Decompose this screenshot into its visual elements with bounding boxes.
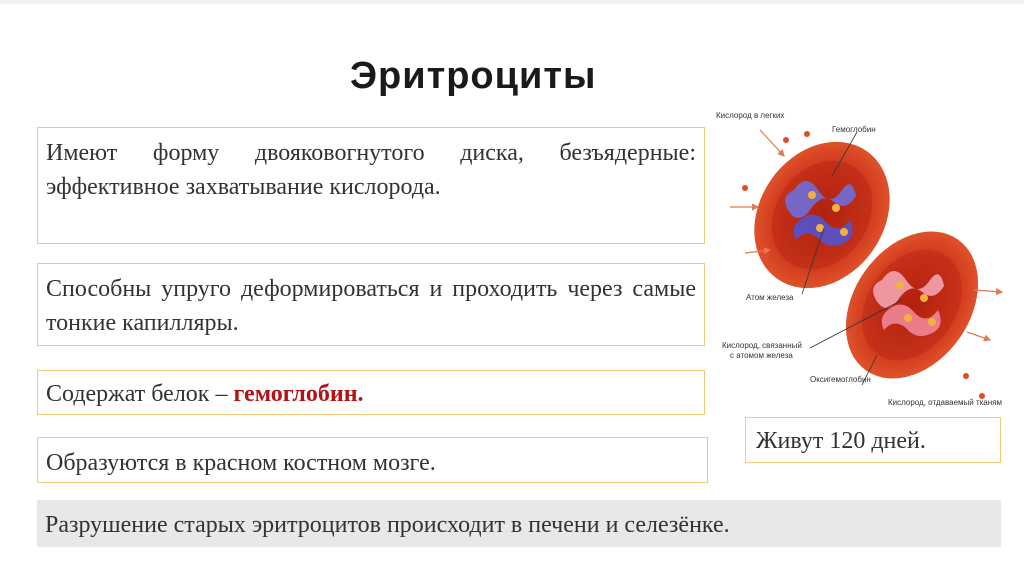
- label-hemoglobin: Гемоглобин: [832, 125, 876, 134]
- fact-box-shape: [37, 127, 705, 244]
- fact-box-deformability-text: Способны упруго деформироваться и проходить через самые тонкие капилляры.: [46, 276, 696, 336]
- hemoglobin-highlight: гемоглобин.: [233, 381, 364, 407]
- label-oxyhemoglobin: Оксигемоглобин: [810, 375, 871, 384]
- label-oxygen-in-lungs: Кислород в легких: [716, 111, 785, 120]
- fact-box-deformability: [37, 263, 705, 346]
- fact-box-hemoglobin: [37, 370, 705, 415]
- fact-box-lifespan: [745, 417, 1001, 463]
- erythrocyte-diagram: [712, 100, 1022, 412]
- fact-box-lifespan-text: Живут 120 дней.: [756, 428, 926, 454]
- fact-box-origin: [37, 437, 708, 483]
- label-oxygen-to-tissues: Кислород, отдаваемый тканям: [888, 398, 1002, 407]
- page-title: Эритроциты: [350, 55, 597, 97]
- label-oxygen-bound-2: с атомом железа: [730, 351, 793, 360]
- label-iron-atom: Атом железа: [746, 293, 794, 302]
- fact-box-origin-text: Образуются в красном костном мозге.: [46, 450, 436, 476]
- fact-box-hemoglobin-prefix: Содержат белок –: [46, 381, 234, 407]
- label-oxygen-bound-1: Кислород, связанный: [722, 341, 802, 350]
- fact-box-shape-text: Имеют форму двояковогнутого диска, безъядерные: эффективное захватывание кислорода.: [46, 140, 696, 200]
- top-rule: [0, 0, 1024, 4]
- destruction-note: [37, 500, 1001, 547]
- destruction-note-text: Разрушение старых эритроцитов происходит в печени и селезёнке.: [45, 512, 730, 538]
